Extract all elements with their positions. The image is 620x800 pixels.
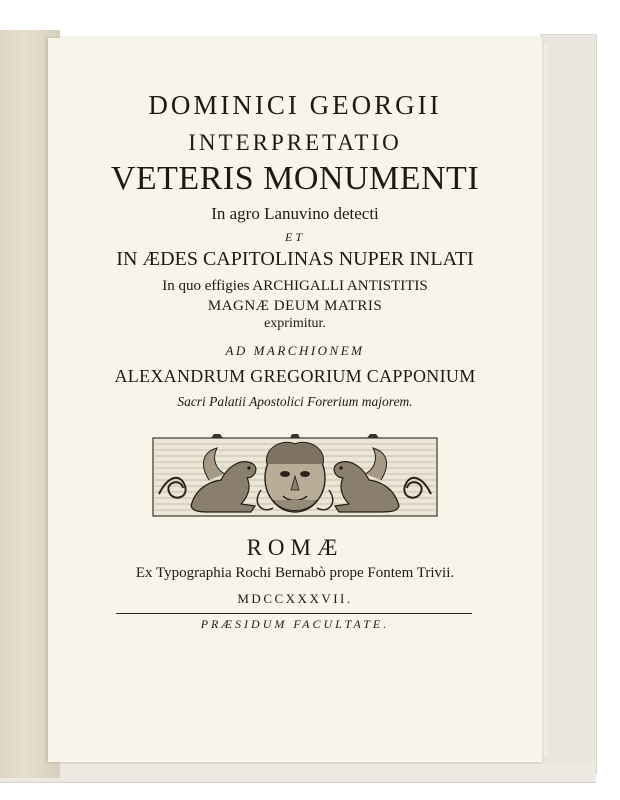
title-line-7: exprimitur. — [264, 316, 326, 331]
imprint-year: MDCCXXXVII. — [237, 591, 353, 606]
author-line: DOMINICI GEORGII — [148, 90, 442, 120]
back-cover-bottom-edge — [0, 762, 596, 783]
dedicatee-office: Sacri Palatii Apostolici Forerium majorem. — [177, 394, 413, 409]
back-cover — [540, 34, 597, 774]
title-line-6: MAGNÆ DEUM MATRIS — [207, 298, 383, 314]
imprint-place: ROMÆ — [246, 535, 344, 560]
imprint-permission: PRÆSIDUM FACULTATE. — [200, 617, 390, 631]
title-line-1: INTERPRETATIO — [188, 130, 402, 155]
dedication-prefix: AD MARCHIONEM — [225, 343, 365, 358]
title-line-3: In agro Lanuvino detecti — [211, 204, 379, 223]
title-line-4: IN ÆDES CAPITOLINAS NUPER INLATI — [116, 248, 474, 270]
dedicatee-name: ALEXANDRUM GREGORIUM CAPPONIUM — [114, 366, 476, 386]
imprint-rule — [116, 613, 472, 614]
title-page — [48, 38, 542, 762]
engraved-vignette-mask-griffins-icon — [151, 434, 439, 518]
conjunction-line: ET — [284, 230, 305, 244]
title-line-5: In quo effigies ARCHIGALLI ANTISTITIS — [162, 278, 428, 294]
imprint-printer: Ex Typographia Rochi Bernabò prope Fontem Trivii. — [135, 565, 455, 581]
title-line-2: VETERIS MONUMENTI — [110, 160, 480, 197]
